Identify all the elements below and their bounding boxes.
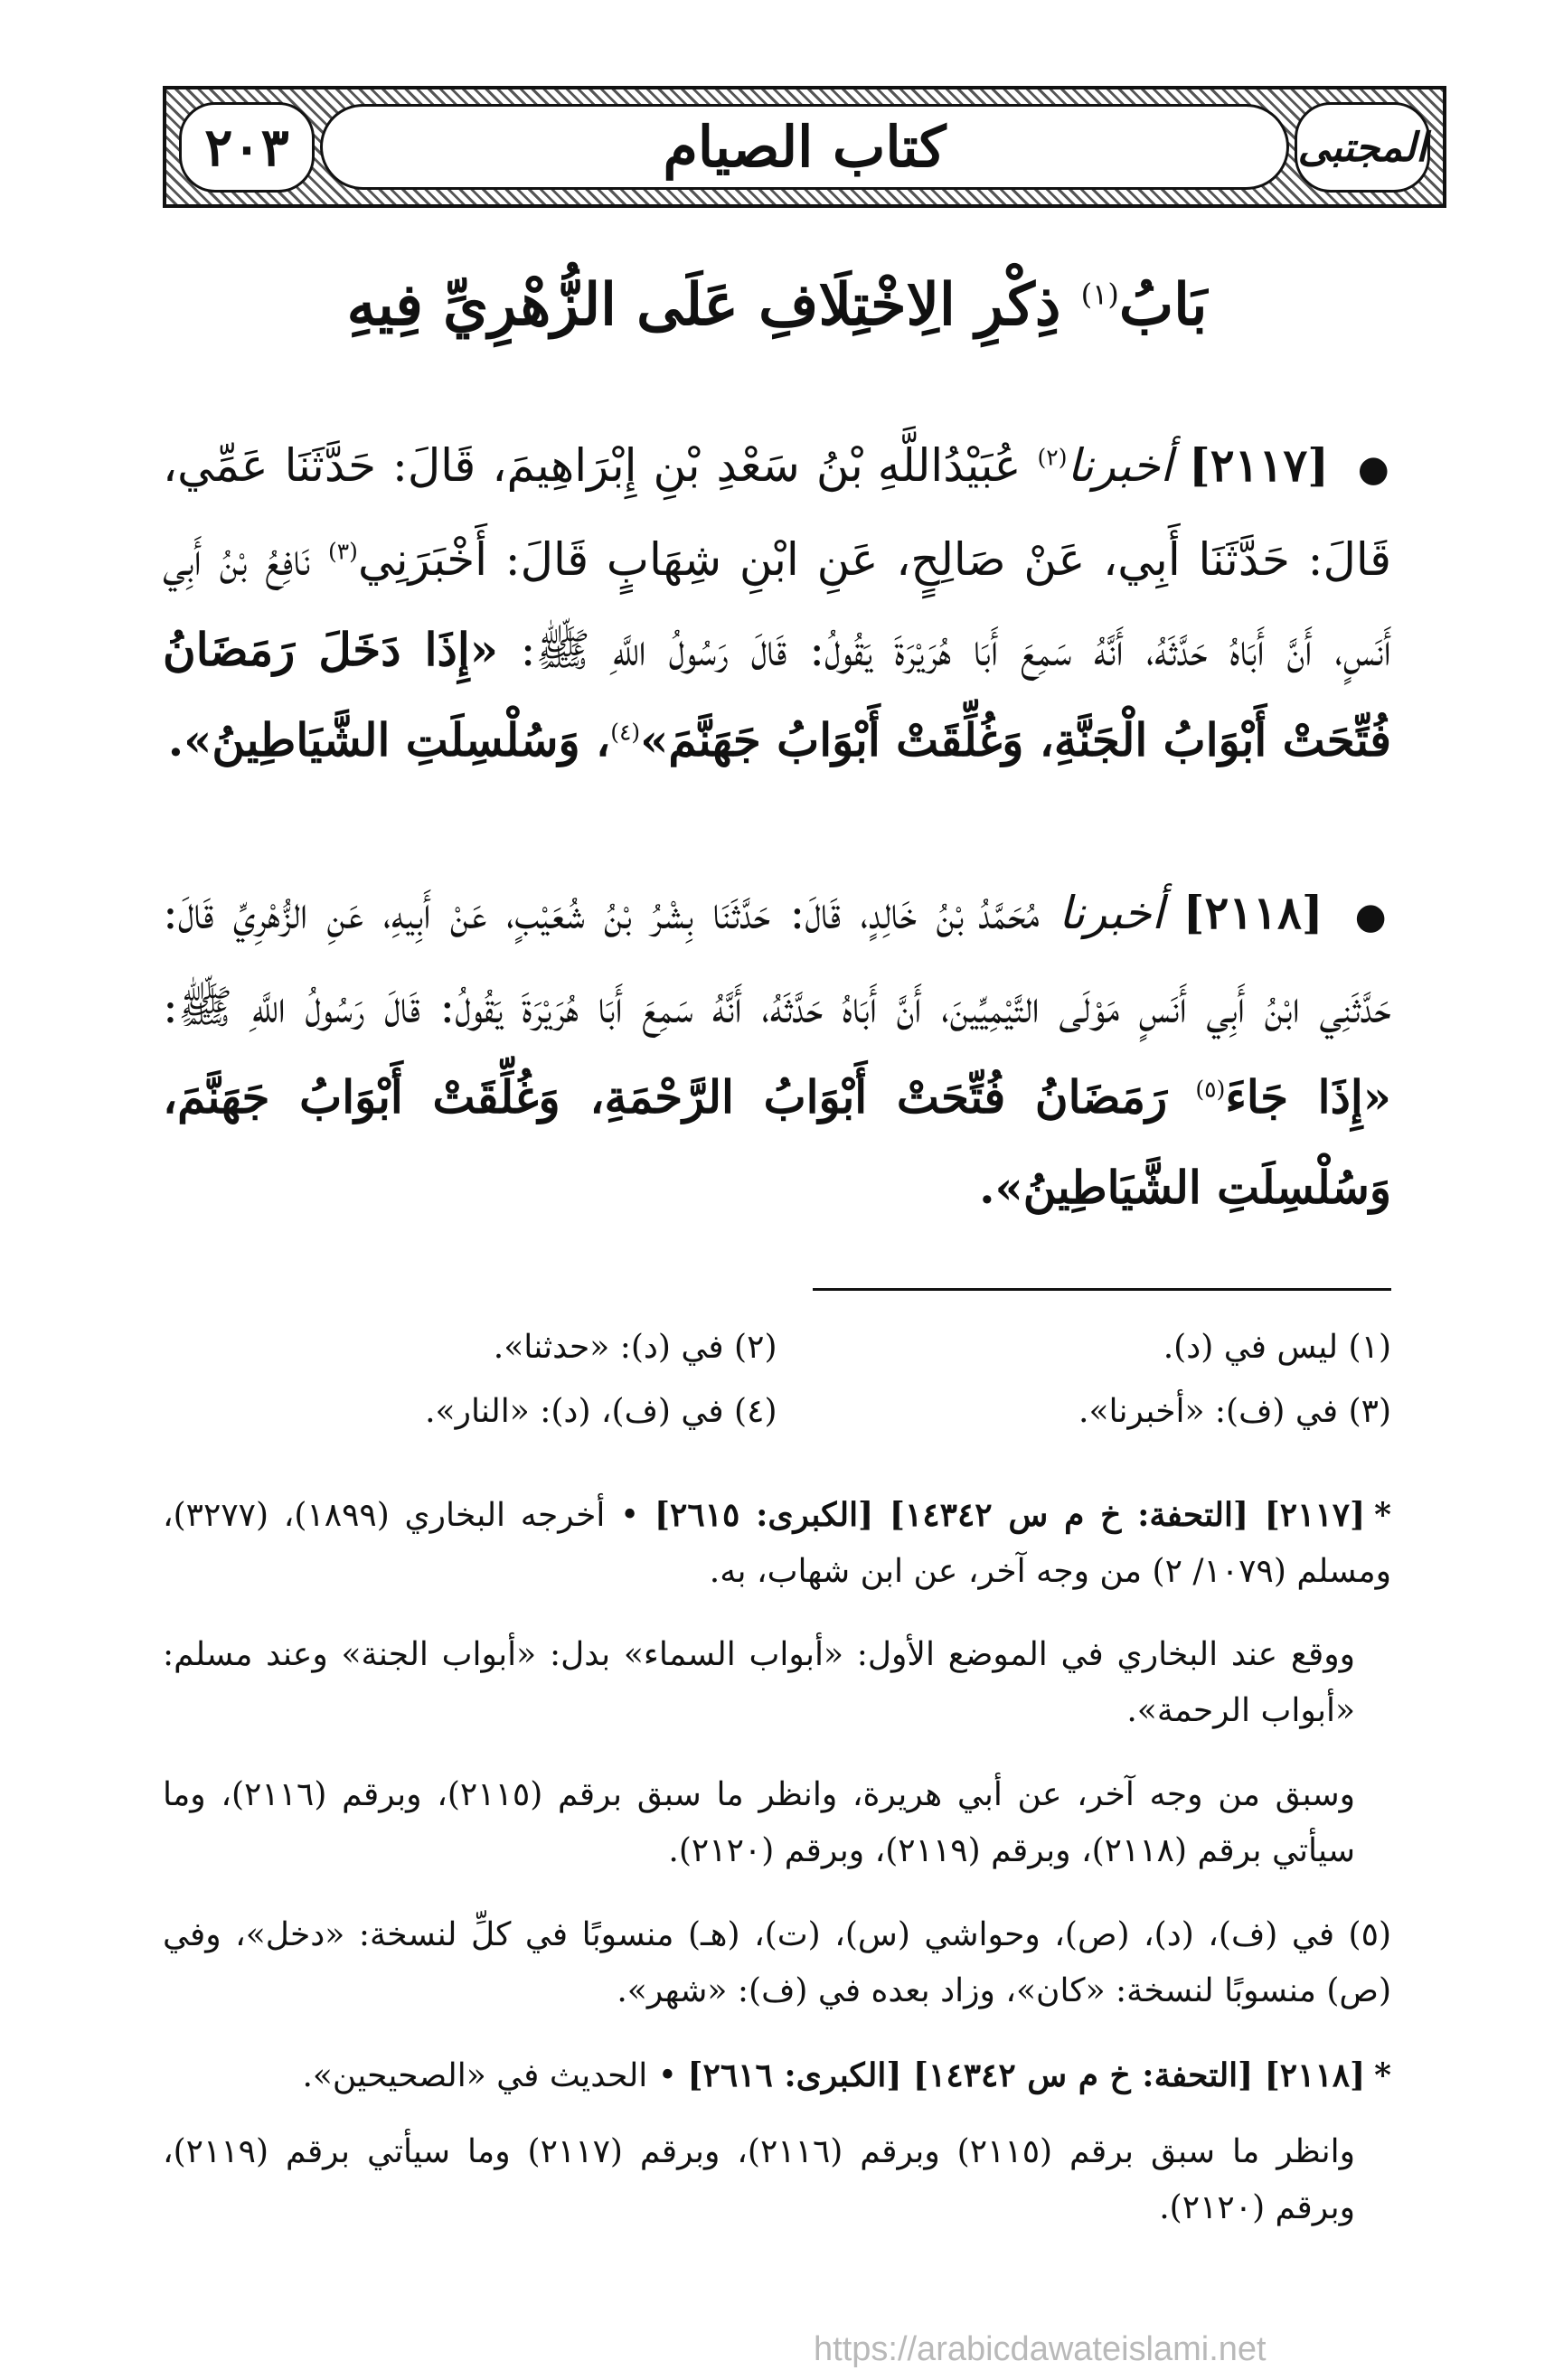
- note-text: وسبق من وجه آخر، عن أبي هريرة، وانظر ما سبق برقم (٢١١٥)، وبرقم (٢١١٦)، وما سيأتي برقم (٢١١٨)، وبرقم (٢١١٩)، وبرقم (٢١٢٠).: [163, 1776, 1356, 1869]
- footnote-marker: (٢): [1037, 444, 1068, 471]
- note-bukhari: [163, 1627, 1391, 1739]
- note-text: ووقع عند البخاري في الموضع الأول: «أبواب السماء» بدل: «أبواب الجنة» وعند مسلم: «أبواب الرحمة».: [163, 1636, 1355, 1729]
- takhrij-2118: [163, 2047, 1391, 2104]
- footnote-divider: [813, 1288, 1391, 1291]
- hadith-number: [٢١١٧]: [1189, 438, 1329, 492]
- chapter-heading: [163, 271, 1391, 339]
- bullet-icon: ●: [1357, 448, 1391, 490]
- page-header: [163, 86, 1446, 208]
- hadith-isnad-continued: نَافِعُ بْنُ أَبِي أَنَسٍ، أَنَّ أَبَاهُ حَدَّثَهُ، أَنَّهُ سَمِعَ أَبَا هُرَيْرَةَ يَقُولُ: قَالَ رَسُولُ اللَّهِ ﷺ:: [163, 533, 1392, 676]
- footnote-5: [163, 1907, 1391, 2019]
- hadith-matn: «إِذَا دَخَلَ رَمَضَانُ فُتِّحَتْ أَبْوَابُ الْجَنَّةِ، وَغُلِّقَتْ أَبْوَابُ جَهَنَّمَ»: [163, 623, 1391, 767]
- hadith-isnad: عُبَيْدُاللَّهِ بْنُ سَعْدِ بْنِ إِبْرَاهِيمَ، قَالَ: حَدَّثَنَا عَمِّي، قَالَ: حَدَّثَنَا أَبِي، عَنْ صَالِحٍ، عَنِ ابْنِ شِهَابٍ قَالَ: أَخْبَرَنِي: [163, 439, 1391, 586]
- footnote-marker: (٣): [327, 538, 358, 565]
- book-logo-text: المجتبى: [1297, 124, 1427, 171]
- note-text: وانظر ما سبق برقم (٢١١٥) وبرقم (٢١١٦)، وبرقم (٢١١٧) وما سيأتي برقم (٢١١٩)، وبرقم (٢١٢٠).: [163, 2133, 1355, 2226]
- takhrij-text: • أخرجه البخاري (١٨٩٩)، (٣٢٧٧)، ومسلم (١٠٧٩/ ٢) من وجه آخر، عن ابن شهاب، به.: [163, 1497, 1391, 1590]
- footnote-4: (٤) في (ف)، (د): «النار».: [425, 1393, 777, 1430]
- hadith-opening: أخبرنا: [1058, 887, 1164, 939]
- book-title: كتاب الصيام: [663, 114, 947, 180]
- takhrij-refs: [٢١١٧] [التحفة: خ م س ١٤٣٤٢] [الكبرى: ٢٦١٥]: [654, 1496, 1366, 1534]
- hadith-isnad: مُحَمَّدُ بْنُ خَالِدٍ، قَالَ: حَدَّثَنَا بِشْرُ بْنُ شُعَيْبٍ، عَنْ أَبِيهِ، عَنِ الزُّهْرِيِّ قَالَ: حَدَّثَنِي ابْنُ أَبِي أَنَسٍ مَوْلَى التَّيْمِيِّينَ، أَنَّ أَبَاهُ حَدَّثَهُ، أَنَّهُ سَمِعَ أَبَا هُرَيْرَةَ يَقُولُ: قَالَ رَسُولُ اللَّهِ ﷺ:: [163, 887, 1391, 1033]
- note-text: (٥) في (ف)، (د)، (ص)، وحواشي (س)، (ت)، (هـ) منسوبًا في كلِّ لنسخة: «دخل»، وفي (ص) منسوبًا لنسخة: «كان»، وزاد بعده في (ف): «شهر».: [163, 1916, 1391, 2009]
- footnote-marker: (٤): [610, 719, 641, 746]
- chapter-prefix: بَابُ: [1118, 271, 1208, 339]
- hadith-2118: [163, 868, 1391, 1233]
- footnote-1: (١) ليس في (د).: [1163, 1329, 1391, 1366]
- book-title-frame: [320, 104, 1289, 190]
- footnote-3: (٣) في (ف): «أخبرنا».: [1078, 1393, 1391, 1430]
- footnote-2: (٢) في (د): «حدثنا».: [493, 1329, 777, 1366]
- footnotes-grid: [163, 1329, 1391, 1430]
- hadith-number: [٢١١٨]: [1182, 886, 1323, 939]
- hadith-matn-end: ، وَسُلْسِلَتِ الشَّيَاطِينُ».: [167, 713, 611, 767]
- note-last: [163, 2124, 1391, 2236]
- takhrij-2117: [163, 1487, 1391, 1600]
- page-number-frame: [179, 102, 315, 193]
- hadith-matn: «إِذَا جَاءَ: [1225, 1070, 1391, 1124]
- chapter-title: ذِكْرِ الِاخْتِلَافِ عَلَى الزُّهْرِيِّ فِيهِ: [346, 271, 1061, 339]
- page-number: ٢٠٣: [204, 117, 289, 178]
- hadith-2117: [163, 420, 1391, 785]
- note-sabaq: [163, 1767, 1391, 1879]
- book-logo: [1295, 102, 1430, 193]
- footnote-marker: (١): [1080, 277, 1119, 312]
- watermark-url: https://arabicdawateislami.net: [814, 2330, 1267, 2368]
- hadith-matn-end: رَمَضَانُ فُتِّحَتْ أَبْوَابُ الرَّحْمَةِ، وَغُلِّقَتْ أَبْوَابُ جَهَنَّمَ، وَسُلْسِلَتِ الشَّيَاطِينُ».: [163, 1070, 1391, 1214]
- asterisk-icon: *: [1374, 2056, 1391, 2094]
- takhrij-text: • الحديث في «الصحيحين».: [302, 2057, 677, 2094]
- footnote-marker: (٥): [1195, 1076, 1226, 1103]
- takhrij-refs: [٢١١٨] [التحفة: خ م س ١٤٣٤٢] [الكبرى: ٢٦١٦]: [687, 2056, 1366, 2094]
- hadith-opening: أخبرنا: [1067, 439, 1173, 492]
- bullet-icon: ●: [1354, 896, 1391, 937]
- asterisk-icon: *: [1374, 1496, 1391, 1534]
